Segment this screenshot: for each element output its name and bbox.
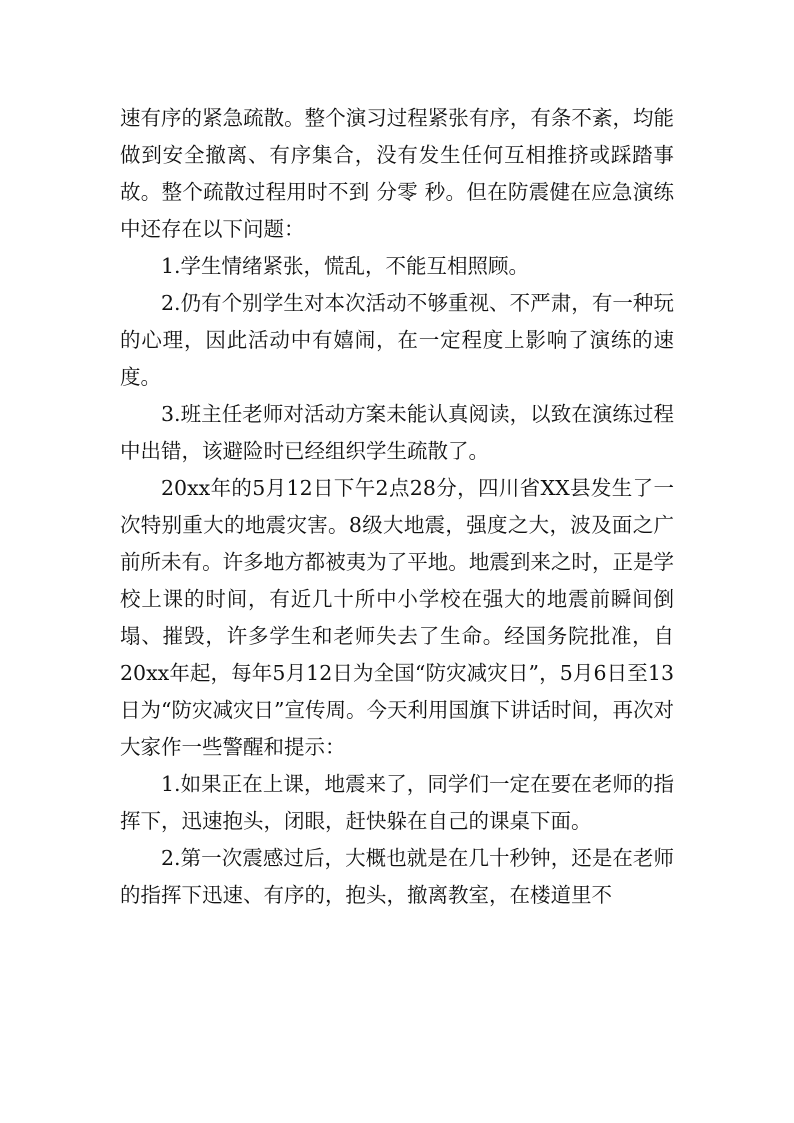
paragraph-evacuation-summary: 速有序的紧急疏散。整个演习过程紧张有序，有条不紊，均能做到安全撤离、有序集合，没有发生任何互相推挤或踩踏事故。整个疏散过程用时不到 分零 秒。但在防震健在应急演练中还存在以下问题：: [120, 106, 674, 241]
paragraph-issue-1: 1.学生情绪紧张，慌乱，不能互相照顾。: [161, 254, 530, 278]
paragraph-issue-3: 3.班主任老师对活动方案未能认真阅读，以致在演练过程中出错，该避险时已经组织学生疏散了。: [120, 402, 674, 463]
paragraph-earthquake-background: 20xx年的5月12日下午2点28分，四川省XX县发生了一次特别重大的地震灾害。8级大地震，强度之大，波及面之广前所未有。许多地方都被夷为了平地。地震到来之时，正是学校上课的时间，有近几十所中小学校在强大的地震前瞬间倒塌、摧毁，许多学生和老师失去了生命。经国务院批准，自20xx年起，每年5月12日为全国“防灾减灾日”，5月6日至13日为“防灾减灾日”宣传周。今天利用国旗下讲话时间，再次对大家作一些警醒和提示：: [120, 476, 674, 759]
paragraph-issue-2: 2.仍有个别学生对本次活动不够重视、不严肃，有一种玩的心理，因此活动中有嬉闹，在一定程度上影响了演练的速度。: [120, 291, 674, 389]
document-page: [120, 100, 674, 914]
paragraph-tip-1: 1.如果正在上课，地震来了，同学们一定在要在老师的指挥下，迅速抱头，闭眼，赶快躲在自己的课桌下面。: [120, 772, 674, 833]
paragraph-tip-2: 2.第一次震感过后，大概也就是在几十秒钟，还是在老师的指挥下迅速、有序的，抱头，撤离教室，在楼道里不: [120, 846, 674, 907]
